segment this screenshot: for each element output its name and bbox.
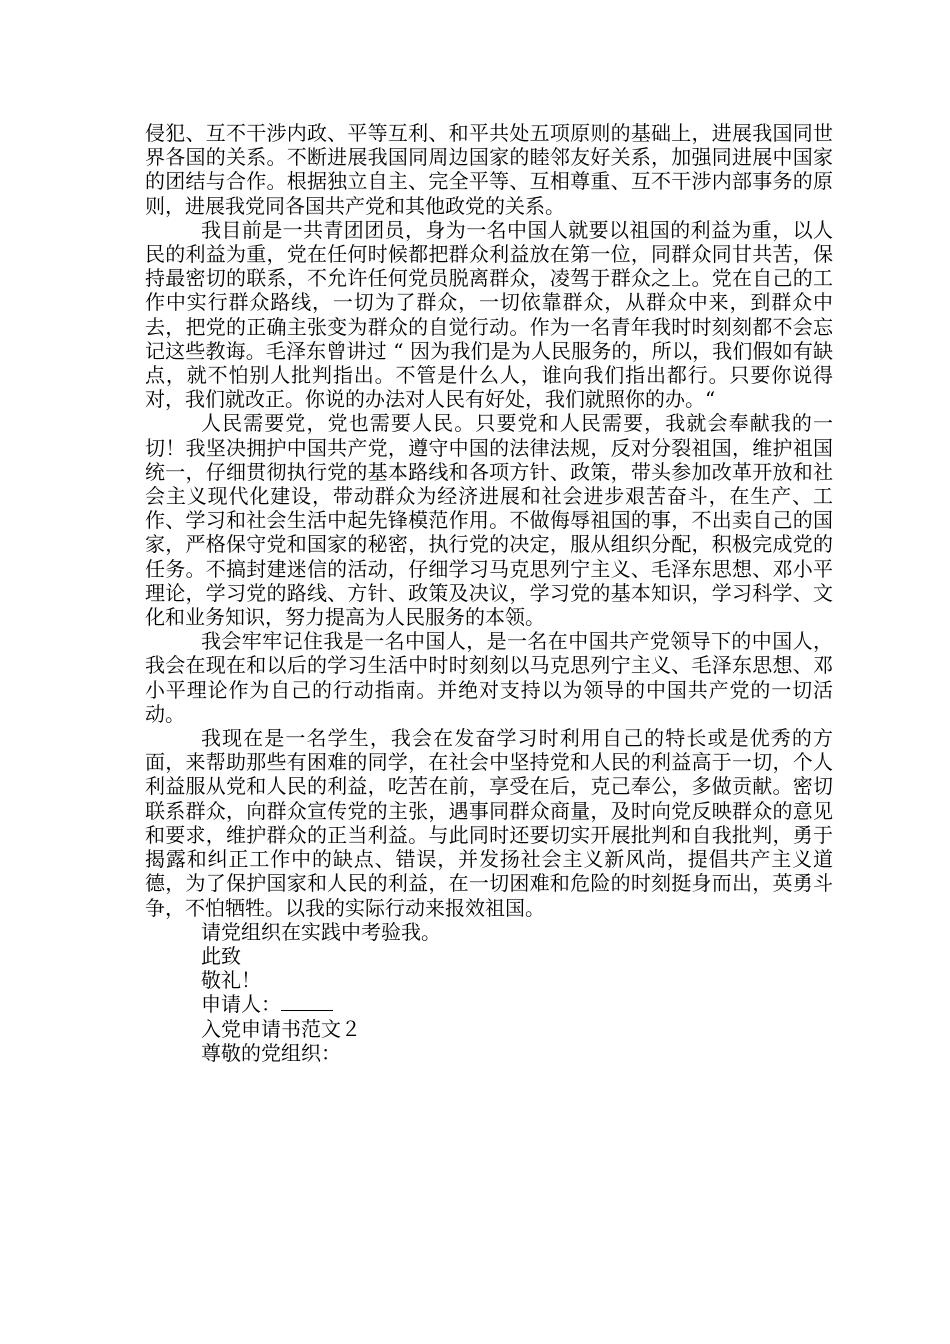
paragraph-people-need-party: 人民需要党，党也需要人民。只要党和人民需要，我就会奉献我的一切！我坚决拥护中国共产党，遵守中国的法律法规，反对分裂祖国，维护祖国统一，仔细贯彻执行党的基本路线和各项方针、政策，带头参加改革开放和社会主义现代化建设，带动群众为经济进展和社会进步艰苦奋斗，在生产、工作、学习和社会生活中起先锋模范作用。不做侮辱祖国的事，不出卖自己的国家，严格保守党和国家的秘密，执行党的决定，服从组织分配，积极完成党的任务。不搞封建迷信的活动，仔细学习马克思列宁主义、毛泽东思想、邓小平理论，学习党的路线、方针、政策及决议，学习党的基本知识，学习科学、文化和业务知识，努力提高为人民服务的本领。	[145, 411, 833, 630]
closing-respect: 敬礼！	[201, 968, 261, 993]
document-body	[145, 121, 833, 1065]
next-sample-salutation: 尊敬的党组织：	[201, 1040, 341, 1065]
closing-request: 请党组织在实践中考验我。	[201, 919, 441, 944]
signature-blank	[281, 992, 333, 1011]
paragraph-remember-chinese: 我会牢牢记住我是一名中国人，是一名在中国共产党领导下的中国人，我会在现在和以后的学习生活中时时刻刻以马克思列宁主义、毛泽东思想、邓小平理论作为自己的行动指南。并绝对支持以为领导的中国共产党的一切活动。	[145, 629, 833, 726]
next-sample-title: 入党申请书范文２	[201, 1016, 361, 1041]
paragraph-student: 我现在是一名学生，我会在发奋学习时利用自己的特长或是优秀的方面，来帮助那些有困难的同学，在社会中坚持党和人民的利益高于一切，个人利益服从党和人民的利益，吃苦在前，享受在后，克己奉公，多做贡献。密切联系群众，向群众宣传党的主张，遇事同群众商量，及时向党反映群众的意见和要求，维护群众的正当利益。与此同时还要切实开展批判和自我批判，勇于揭露和纠正工作中的缺点、错误，并发扬社会主义新风尚，提倡共产主义道德，为了保护国家和人民的利益，在一切困难和危险的时刻挺身而出，英勇斗争，不怕牺牲。以我的实际行动来报效祖国。	[145, 726, 833, 920]
paragraph-continuation: 侵犯、互不干涉内政、平等互利、和平共处五项原则的基础上，进展我国同世界各国的关系。不断进展我国同周边国家的睦邻友好关系，加强同进展中国家的团结与合作。根据独立自主、完全平等、互相尊重、互不干涉内部事务的原则，进展我党同各国共产党和其他政党的关系。	[145, 121, 833, 218]
applicant-line	[145, 992, 833, 1016]
closing-salutation: 此致	[201, 943, 241, 968]
paragraph-youth-league: 我目前是一共青团团员，身为一名中国人就要以祖国的利益为重，以人民的利益为重，党在任何时候都把群众利益放在第一位，同群众同甘共苦，保持最密切的联系，不允许任何党员脱离群众，凌驾于群众之上。党在自己的工作中实行群众路线，一切为了群众，一切依靠群众，从群众中来，到群众中去，把党的正确主张变为群众的自觉行动。作为一名青年我时时刻刻都不会忘记这些教诲。毛泽东曾讲过 “ 因为我们是为人民服务的，所以，我们假如有缺点，就不怕别人批判指出。不管是什么人，谁向我们指出都行。只要你说得对，我们就改正。你说的办法对人民有好处，我们就照你的办。“	[145, 217, 833, 412]
applicant-label: 申请人：	[201, 992, 281, 1017]
